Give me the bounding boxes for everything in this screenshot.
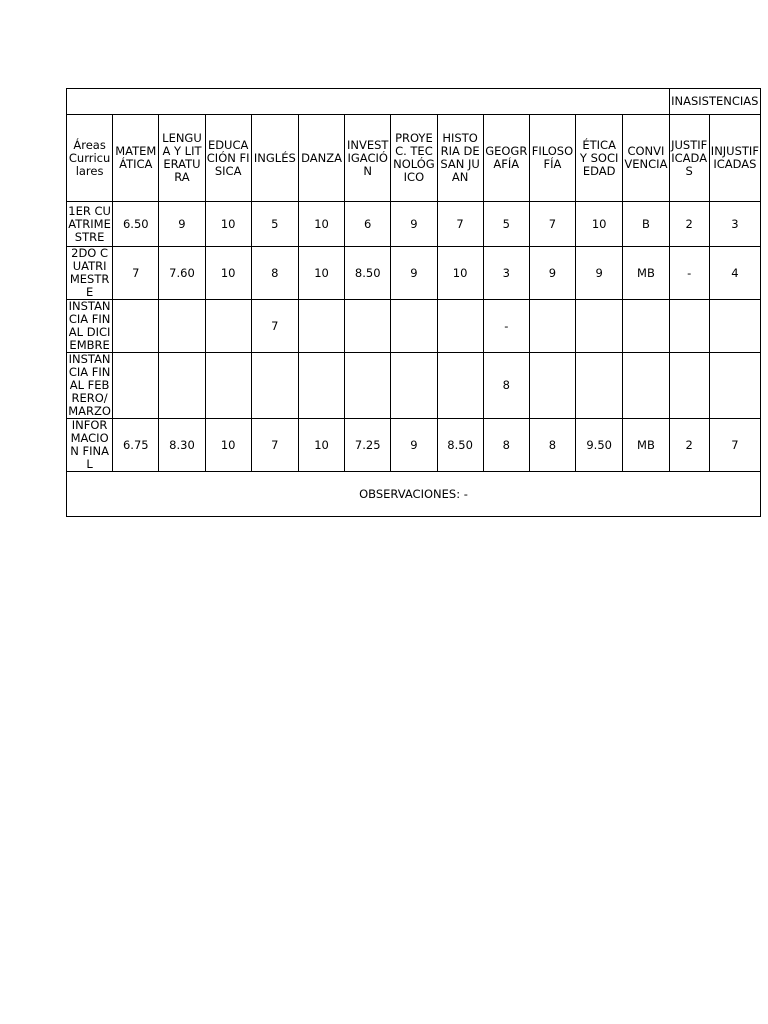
grade-cell: 8.30 xyxy=(159,419,205,472)
header-filosofia: FILOSOFÍA xyxy=(529,115,575,202)
grade-cell: 6.50 xyxy=(113,202,159,247)
grade-cell xyxy=(576,353,623,419)
grade-cell xyxy=(391,300,437,353)
grade-cell: 8 xyxy=(529,419,575,472)
observaciones-row xyxy=(67,472,761,517)
absence-cell: 2 xyxy=(669,419,709,472)
observaciones-cell: OBSERVACIONES: - xyxy=(67,472,761,517)
blank-header-cell xyxy=(67,89,670,115)
grade-cell: 6.75 xyxy=(113,419,159,472)
table-row xyxy=(67,202,761,247)
grade-cell: 8 xyxy=(483,419,529,472)
header-educacion-fisica: EDUCACIÓN FISICA xyxy=(205,115,251,202)
grade-cell: MB xyxy=(623,419,669,472)
absence-cell xyxy=(709,300,760,353)
grade-cell xyxy=(205,353,251,419)
row-label: INSTANCIA FINAL FEBRERO/MARZO xyxy=(68,352,111,418)
absence-cell: 2 xyxy=(669,202,709,247)
table-row xyxy=(67,300,761,353)
absence-cell: - xyxy=(669,247,709,300)
grade-cell: 10 xyxy=(205,419,251,472)
header-ingles: INGLÉS xyxy=(251,115,298,202)
grade-cell: 7 xyxy=(437,202,483,247)
grade-cell: 10 xyxy=(298,419,344,472)
grade-cell: 8 xyxy=(251,247,298,300)
table-row xyxy=(67,353,761,419)
grade-cell: 10 xyxy=(437,247,483,300)
grade-cell xyxy=(437,353,483,419)
row-label: 2DO CUATRIMESTRE xyxy=(67,247,113,300)
grade-cell: 10 xyxy=(298,247,344,300)
grade-cell: 6 xyxy=(345,202,391,247)
grade-cell xyxy=(437,300,483,353)
grade-cell: 9 xyxy=(529,247,575,300)
grade-cell xyxy=(251,353,298,419)
grade-cell: 9 xyxy=(391,419,437,472)
grade-cell xyxy=(345,353,391,419)
grade-cell: 8.50 xyxy=(437,419,483,472)
header-investigacion: INVESTIGACIÓN xyxy=(345,115,391,202)
grades-table xyxy=(66,88,761,517)
grade-cell: 9.50 xyxy=(576,419,623,472)
grade-cell xyxy=(576,300,623,353)
grade-cell: 7.25 xyxy=(345,419,391,472)
header-danza: DANZA xyxy=(298,115,344,202)
grade-cell: 10 xyxy=(576,202,623,247)
table-row xyxy=(67,419,761,472)
inasistencias-header: INASISTENCIAS xyxy=(669,89,760,115)
grade-cell xyxy=(113,353,159,419)
header-areas-curriculares: Áreas Curriculares xyxy=(67,115,113,202)
absence-cell xyxy=(709,353,760,419)
grade-cell: 7 xyxy=(251,300,298,353)
row-label: 1ER CUATRIMESTRE xyxy=(67,202,113,247)
grade-cell: 7.60 xyxy=(159,247,205,300)
grade-cell xyxy=(113,300,159,353)
header-geografia: GEOGRAFÍA xyxy=(483,115,529,202)
absence-cell: 7 xyxy=(709,419,760,472)
grade-cell xyxy=(623,300,669,353)
row-label: INFORMACION FINAL xyxy=(67,419,113,472)
grade-cell: 5 xyxy=(483,202,529,247)
grade-cell xyxy=(205,300,251,353)
grade-cell: 9 xyxy=(159,202,205,247)
grade-cell: MB xyxy=(623,247,669,300)
grade-cell: 7 xyxy=(113,247,159,300)
header-justificadas: JUSTIFICADAS xyxy=(669,115,709,202)
header-proyecto-tecnologico: PROYEC. TECNOLÓGICO xyxy=(391,115,437,202)
grade-cell xyxy=(623,353,669,419)
column-header-row xyxy=(67,115,761,202)
header-convivencia: CONVIVENCIA xyxy=(623,115,669,202)
grade-cell xyxy=(159,300,205,353)
grade-cell: 9 xyxy=(391,247,437,300)
header-lengua-y-literatura: LENGUA Y LITERATURA xyxy=(159,115,205,202)
grade-cell: 10 xyxy=(205,202,251,247)
row-label: INSTANCIA FINAL DICIEMBRE xyxy=(67,300,113,353)
grade-cell: 10 xyxy=(205,247,251,300)
grade-cell: 8 xyxy=(483,353,529,419)
header-matematica: MATEMÁTICA xyxy=(113,115,159,202)
table-row xyxy=(67,89,761,115)
grade-cell: 7 xyxy=(251,419,298,472)
grade-cell: 5 xyxy=(251,202,298,247)
grade-cell: 9 xyxy=(391,202,437,247)
header-injustificadas: INJUSTIFICADAS xyxy=(709,115,760,202)
header-historia-de-san-juan: HISTORIA DE SAN JUAN xyxy=(437,115,483,202)
grade-cell: B xyxy=(623,202,669,247)
table-row xyxy=(67,247,761,300)
grade-cell: 8.50 xyxy=(345,247,391,300)
grade-cell: 9 xyxy=(576,247,623,300)
header-etica-y-sociedad: ÉTICA Y SOCIEDAD xyxy=(576,115,623,202)
grade-cell: 10 xyxy=(298,202,344,247)
absence-cell: 3 xyxy=(709,202,760,247)
absence-cell xyxy=(669,300,709,353)
grade-cell xyxy=(298,300,344,353)
absence-cell xyxy=(669,353,709,419)
grade-cell: 3 xyxy=(483,247,529,300)
grade-cell xyxy=(345,300,391,353)
absence-cell: 4 xyxy=(709,247,760,300)
grade-cell xyxy=(529,300,575,353)
grade-cell xyxy=(298,353,344,419)
grade-cell xyxy=(391,353,437,419)
grade-cell xyxy=(529,353,575,419)
grade-cell xyxy=(159,353,205,419)
grade-cell: 7 xyxy=(529,202,575,247)
grade-cell: - xyxy=(483,300,529,353)
